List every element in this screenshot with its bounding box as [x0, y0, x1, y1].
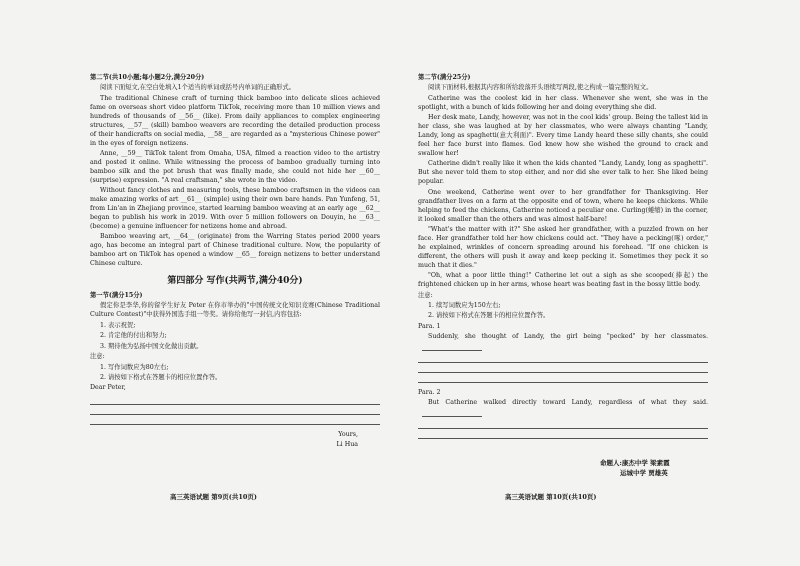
writing-line: [418, 353, 708, 363]
cloze-paragraph: Bamboo weaving art, __64__ (originate) from the Warring States period 2000 years ago, has become an integral part of Chinese traditional culture. Now, the popularity of bamboo art on TikTok has opened a window __65__ foreign netizens to better understand Chinese culture.: [90, 233, 380, 268]
writing-line: [418, 429, 708, 439]
writing-line: [90, 395, 380, 405]
writing-task: 假定你是李华,你的留学生好友 Peter 在你市举办的"中国传统文化知识竞赛(Chinese Traditional Culture Contest)"中获得外国选手组一等奖。请你给他写一封信,内容包括:: [90, 302, 380, 319]
page-9: [90, 74, 380, 514]
para1-label: Para. 1: [418, 322, 441, 330]
note-item: 1. 续写词数应为150左右;: [428, 302, 501, 309]
note-item: 2. 请按如下格式在答题卡的相应位置作答。: [428, 312, 550, 320]
story-paragraph: Catherine didn't really like it when the kids chanted "Landy, Landy, long as spaghetti". But she never told them to stop either, and nor did she ever talk to her. She liked being popular.: [418, 160, 708, 186]
writing-line: [90, 405, 380, 415]
letter-greeting: Dear Peter,: [90, 384, 126, 392]
writing-section1-title: 第一节(满分15分): [90, 291, 143, 299]
story-paragraph: "What's the matter with it?" She asked her grandfather, with a puzzled frown on her face. Her grandfather told her how chickens could act. "They have a pecking(啄) order," he explained, wrinkles of concern spreading around his forehead. "If one chicken is different, the others will push it away and keep pecking it. Sometimes they peck it so much that it dies.": [418, 226, 708, 269]
story-paragraph: One weekend, Catherine went over to her grandfather for Thanksgiving. Her grandfather lives on a farm at the opposite end of town, where he keeps chickens. While helping to feed the chickens, Catherine noticed a peculiar one. Curling(蜷缩) in the corner, it looked smaller than the others and was almost half-bare!: [418, 188, 708, 223]
para2-opening: [418, 399, 708, 417]
continuation-instruction: 阅读下面材料,根据其内容和所给段落开头语续写两段,使之构成一篇完整的短文。: [428, 84, 653, 92]
para2-label: Para. 2: [418, 388, 441, 396]
cloze-paragraph: Anne, __59__ TikTok talent from Omaha, USA, filmed a reaction video to the artistry and posted it online. While witnessing the process of bamboo gradually turning into bamboo silk and the pot brush that was finally made, she could not hide her __60__ (surprise) expression. "A real craftsman," she wrote in the video.: [90, 150, 380, 184]
para1-opening: [418, 333, 708, 351]
task-point: 2. 肯定他的付出和努力;: [100, 332, 167, 340]
authors-block: [600, 458, 670, 479]
task-point: 1. 表示祝贺;: [100, 321, 136, 329]
continuation-title: 第二节(满分25分): [418, 74, 471, 81]
page-10: [418, 74, 708, 514]
letter-closing: Yours,: [338, 430, 358, 438]
section2-instruction: 阅读下面短文,在空白处填入1个适当的单词或括号内单词的正确形式。: [100, 84, 295, 92]
note-item: 1. 写作词数应为80左右;: [100, 363, 169, 371]
page-10-footer: 高三英语试题 第10页(共10页): [505, 493, 597, 501]
writing-line: [418, 363, 708, 373]
letter-signature: Li Hua: [336, 441, 358, 449]
story-paragraph: "Oh, what a poor little thing!" Catherine let out a sigh as she scooped(捧起) the frightened chicken up in her arms, whose heart was beating fast in the bossy little body.: [418, 272, 708, 289]
page-9-footer: 高三英语试题 第9页(共10页): [170, 493, 257, 501]
notes-label: 注意:: [90, 353, 105, 361]
para1-opening-text: Suddenly, she thought of Landy, the girl being "pecked" by her classmates.: [428, 333, 708, 341]
story-paragraph: Catherine was the coolest kid in her class. Whenever she went, she was in the spotlight, with a bunch of kids following her and doing everything she did.: [418, 94, 708, 111]
cloze-paragraph: Without fancy clothes and measuring tools, these bamboo craftsmen in the videos can make amazing works of art __61__ (simple) using their own bare hands. Pan Yunfeng, 51, from Lin'an in Zhejiang province, started learning bamboo weaving at an early age __62__ began to publish his work in 2019. With over 5 million followers on Douyin, he __63__ (become) a genuine influencer for netizens home and abroad.: [90, 187, 380, 230]
note-item: 2. 请按如下格式在答题卡的相应位置作答。: [100, 373, 222, 381]
para2-opening-text: But Catherine walked directly toward Landy, regardless of what they said.: [428, 399, 708, 407]
cloze-paragraph: The traditional Chinese craft of turning thick bamboo into delicate slices achieved fame on overseas short video platform TikTok, receiving more than 10 million views and hundreds of thousands of __56__ (like). From daily appliances to complex engineering structures, __57__ (skill) bamboo weavers are recording the detailed production process of their handicrafts on social media, __58__ are regarded as a "mysterious Chinese power" in the eyes of foreign netizens.: [90, 94, 380, 147]
writing-line: [418, 373, 708, 383]
writing-line: [422, 416, 482, 417]
writing-line: [422, 350, 482, 351]
writing-line: [90, 415, 380, 425]
task-point: 3. 期待他为弘扬中国文化做出贡献。: [100, 342, 203, 350]
section2-title: 第二节(共10小题;每小题2分,满分20分): [90, 74, 205, 81]
story-paragraph: Her desk mate, Landy, however, was not in the cool kids' group. Being the tallest kid in her class, she was laughed at by her classmates, who were always chanting "Landy, Landy, long as spaghetti(意大利面)". Every time Landy heard these silly chants, she could feel her face burst into flames. God knew how she wished the ground to crack and swallow her!: [418, 114, 708, 157]
author-line: 运城中学 贾雄英: [620, 469, 668, 478]
author-line: 命题人:康杰中学 梁素霞: [600, 459, 670, 467]
notes-label: 注意:: [418, 291, 433, 299]
part4-heading: 第四部分 写作(共两节,满分40分): [167, 276, 303, 287]
writing-line: [418, 419, 708, 429]
